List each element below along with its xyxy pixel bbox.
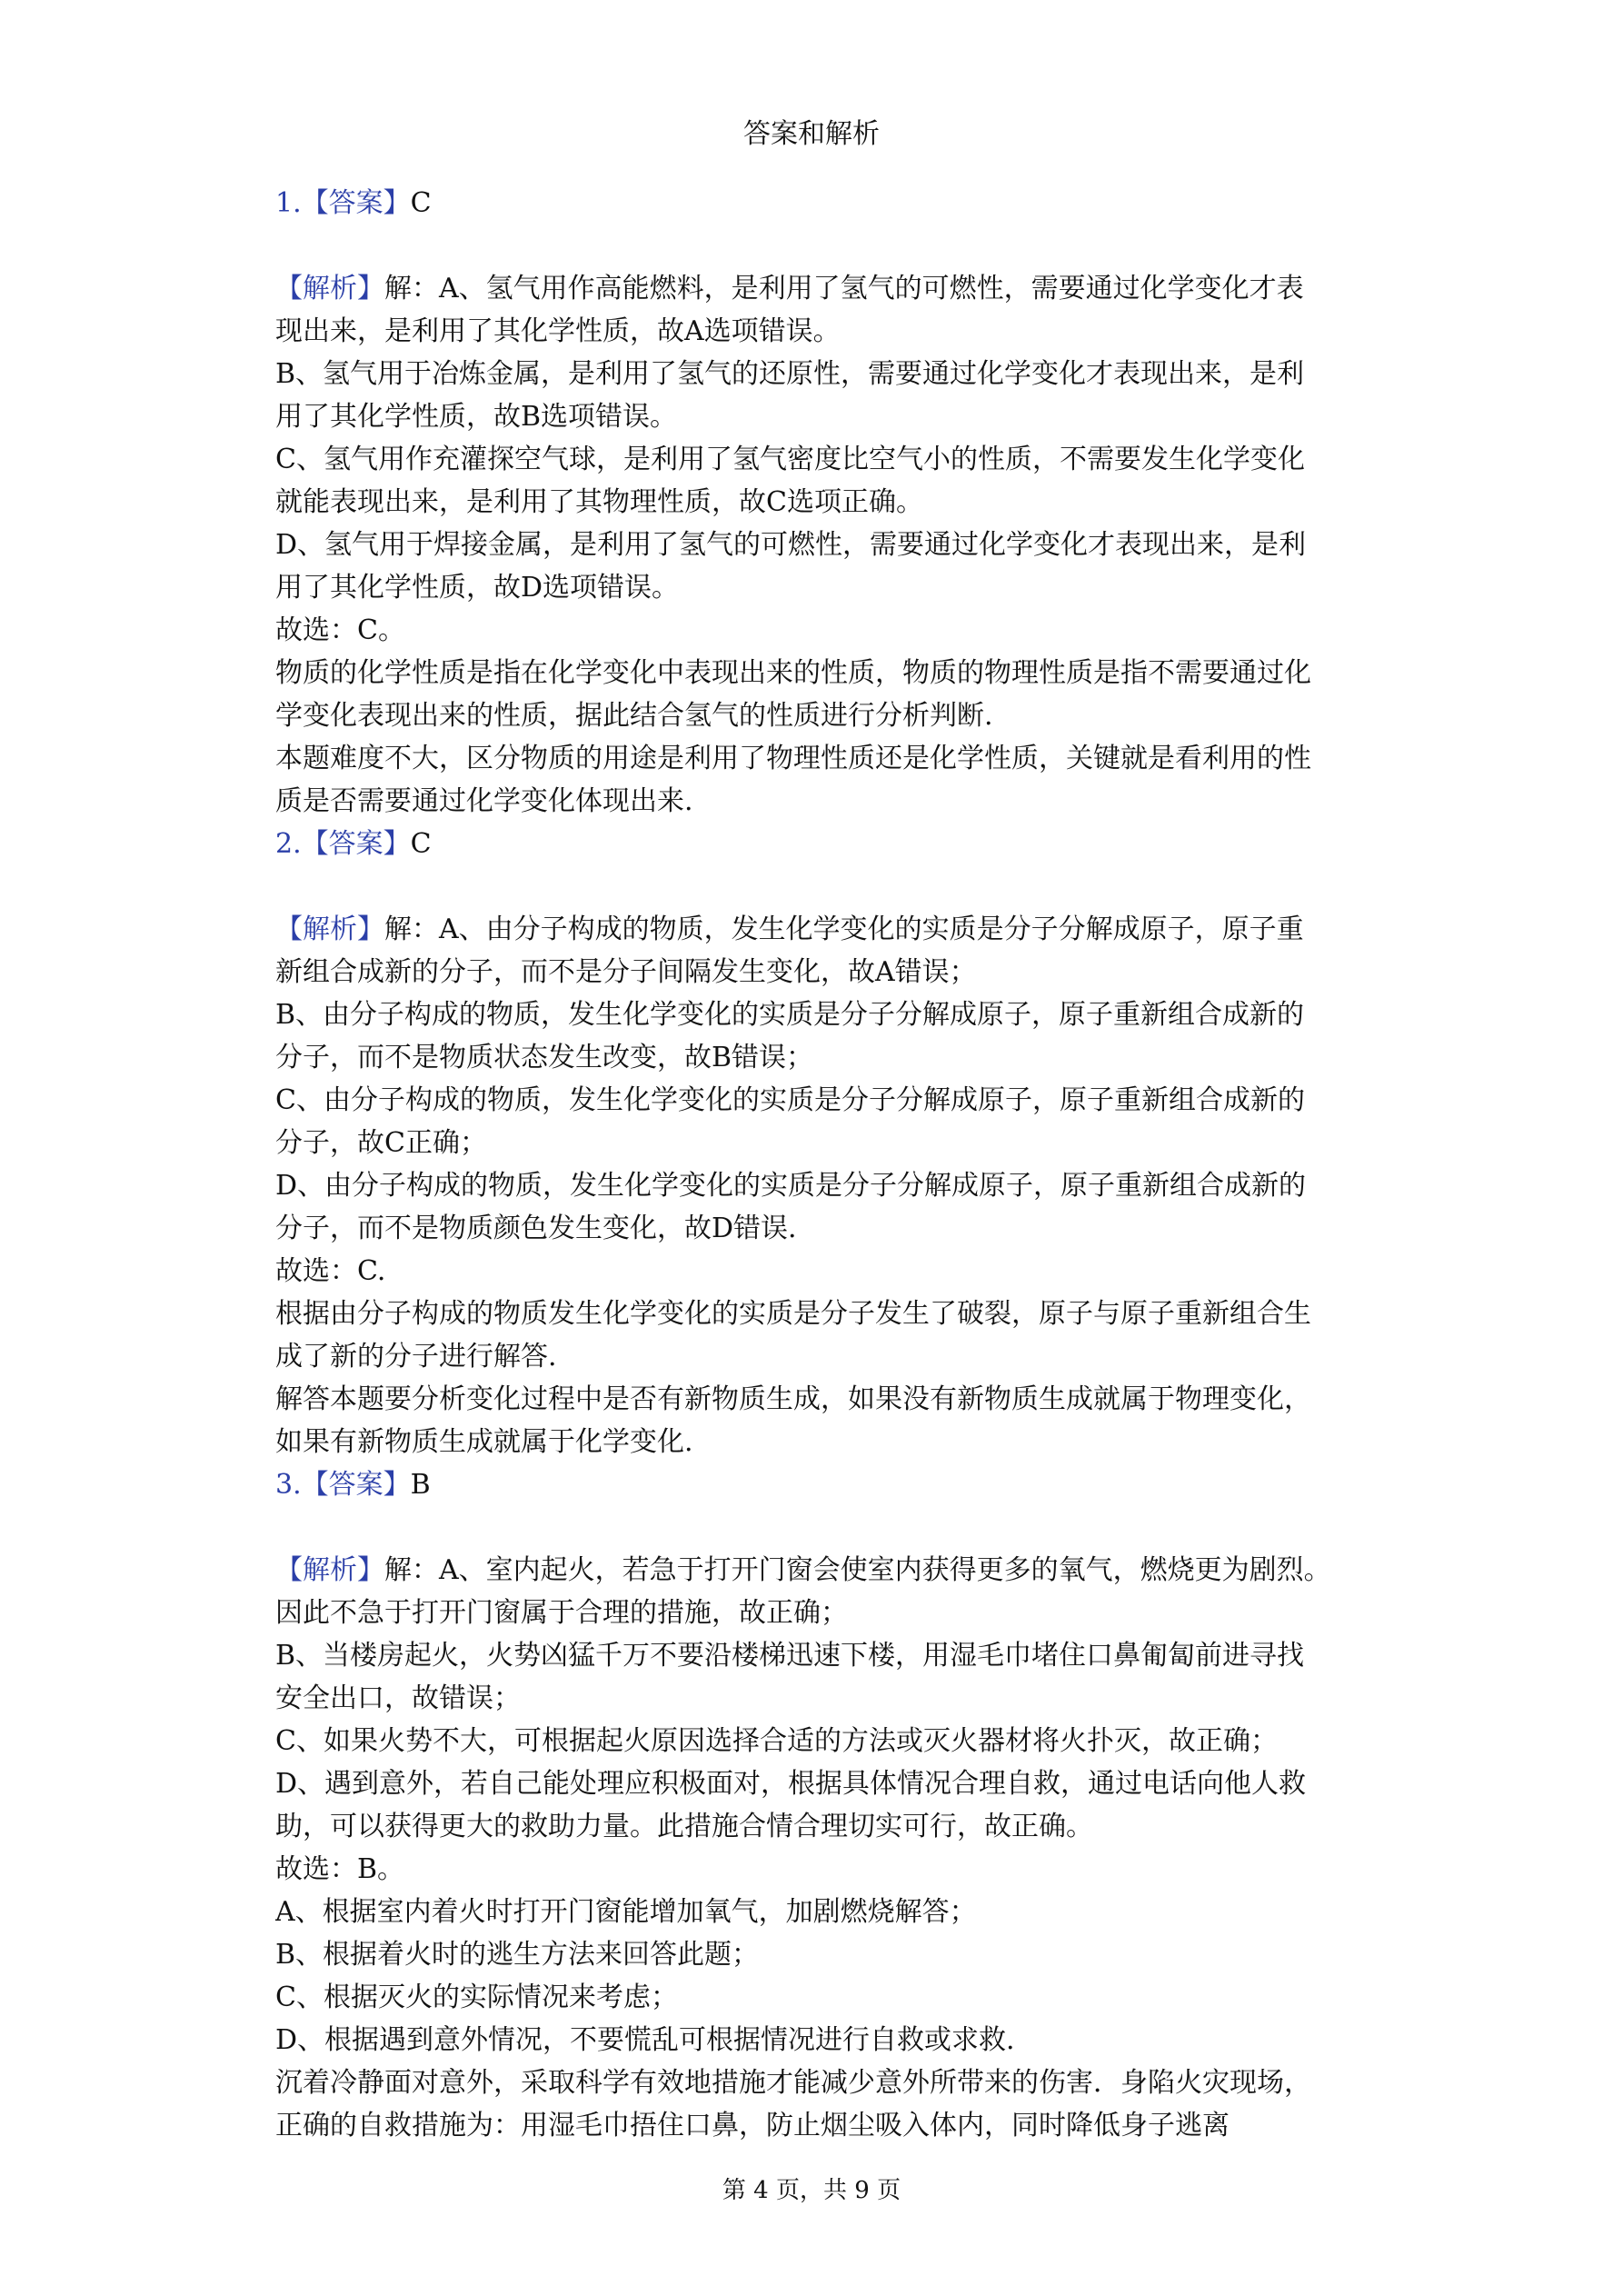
analysis-line: D、遇到意外，若自己能处理应积极面对，根据具体情况合理自救，通过电话向他人救	[275, 1768, 1307, 1800]
question-number: 2.	[275, 828, 302, 860]
analysis-text: 解：A、由分子构成的物质，发生化学变化的实质是分子分解成原子，原子重	[384, 913, 1304, 945]
analysis-line: 学变化表现出来的性质，据此结合氢气的性质进行分析判断.	[275, 700, 993, 732]
analysis-line: 分子，而不是物质颜色发生变化，故D错误.	[275, 1213, 797, 1244]
analysis-line: C、根据灭火的实际情况来考虑；	[275, 1982, 678, 2013]
question-3-answer	[275, 1463, 1366, 1506]
analysis-line: 质是否需要通过化学变化体现出来.	[275, 785, 693, 817]
answer-value: B	[410, 1469, 431, 1501]
answer-value: C	[410, 187, 432, 219]
analysis-line: 现出来，是利用了其化学性质，故A选项错误。	[275, 315, 841, 347]
analysis-line: 安全出口，故错误；	[275, 1682, 521, 1714]
spacer	[275, 225, 1366, 267]
analysis-line: 因此不急于打开门窗属于合理的措施，故正确；	[275, 1597, 848, 1629]
page-number: 第 4 页，共 9 页	[722, 2177, 901, 2204]
question-number: 3.	[275, 1469, 302, 1501]
answer-value: C	[410, 828, 432, 860]
analysis-line: 分子，故C正确；	[275, 1127, 487, 1159]
answer-tag: 【答案】	[301, 828, 411, 860]
analysis-line: 正确的自救措施为：用湿毛巾捂住口鼻，防止烟尘吸入体内，同时降低身子逃离	[275, 2110, 1230, 2141]
analysis-tag: 【解析】	[275, 1554, 384, 1586]
analysis-line: 分子，而不是物质状态发生改变，故B错误；	[275, 1042, 814, 1073]
analysis-line	[275, 908, 1366, 951]
analysis-text: 解：A、室内起火，若急于打开门窗会使室内获得更多的氧气，燃烧更为剧烈。	[384, 1554, 1331, 1586]
analysis-line: 用了其化学性质，故D选项错误。	[275, 572, 680, 604]
question-number: 1.	[275, 187, 302, 219]
analysis-line	[275, 267, 1366, 310]
analysis-line: B、当楼房起火，火势凶猛千万不要沿楼梯迅速下楼，用湿毛巾堵住口鼻匍匐前进寻找	[275, 1640, 1305, 1672]
analysis-line: D、氢气用于焊接金属，是利用了氢气的可燃性，需要通过化学变化才表现出来，是利	[275, 529, 1307, 561]
analysis-line: B、根据着火时的逃生方法来回答此题；	[275, 1939, 760, 1971]
analysis-line: 沉着冷静面对意外，采取科学有效地措施才能减少意外所带来的伤害．身陷火灾现场，	[275, 2067, 1311, 2099]
analysis-tag: 【解析】	[275, 913, 384, 945]
analysis-line: 就能表现出来，是利用了其物理性质，故C选项正确。	[275, 486, 923, 518]
answer-tag: 【答案】	[301, 1469, 411, 1501]
analysis-line: 根据由分子构成的物质发生化学变化的实质是分子发生了破裂，原子与原子重新组合生	[275, 1298, 1311, 1330]
analysis-line: 成了新的分子进行解答.	[275, 1341, 557, 1373]
analysis-tag: 【解析】	[275, 273, 384, 304]
analysis-line: 本题难度不大，区分物质的用途是利用了物理性质还是化学性质，关键就是看利用的性	[275, 743, 1311, 774]
analysis-text: 解：A、氢气用作高能燃料，是利用了氢气的可燃性，需要通过化学变化才表	[384, 273, 1304, 304]
page-title: 答案和解析	[743, 118, 880, 150]
analysis-line: D、由分子构成的物质，发生化学变化的实质是分子分解成原子，原子重新组合成新的	[275, 1170, 1307, 1202]
analysis-line: C、如果火势不大，可根据起火原因选择合适的方法或灭火器材将火扑灭，故正确；	[275, 1725, 1278, 1757]
analysis-line	[275, 1549, 1366, 1592]
spacer	[275, 865, 1366, 908]
question-1-answer	[275, 182, 1366, 225]
answer-content	[275, 182, 1366, 2147]
analysis-line: 助，可以获得更大的救助力量。此措施合情合理切实可行，故正确。	[275, 1811, 1093, 1842]
analysis-line: 解答本题要分析变化过程中是否有新物质生成，如果没有新物质生成就属于物理变化，	[275, 1383, 1311, 1415]
analysis-line: 如果有新物质生成就属于化学变化.	[275, 1426, 693, 1458]
question-2-answer	[275, 823, 1366, 865]
analysis-line: 故选：B。	[275, 1853, 405, 1885]
analysis-line: 故选：C.	[275, 1255, 386, 1287]
analysis-line: 用了其化学性质，故B选项错误。	[275, 401, 678, 433]
analysis-line: A、根据室内着火时打开门窗能增加氧气，加剧燃烧解答；	[275, 1896, 977, 1928]
analysis-line: C、氢气用作充灌探空气球，是利用了氢气密度比空气小的性质，不需要发生化学变化	[275, 444, 1305, 475]
analysis-line: 新组合成新的分子，而不是分子间隔发生变化，故A错误；	[275, 956, 977, 988]
analysis-line: B、氢气用于冶炼金属，是利用了氢气的还原性，需要通过化学变化才表现出来，是利	[275, 358, 1305, 390]
analysis-line: 物质的化学性质是指在化学变化中表现出来的性质，物质的物理性质是指不需要通过化	[275, 657, 1311, 689]
spacer	[275, 1506, 1366, 1549]
analysis-line: 故选：C。	[275, 614, 405, 646]
answer-tag: 【答案】	[301, 187, 411, 219]
analysis-line: B、由分子构成的物质，发生化学变化的实质是分子分解成原子，原子重新组合成新的	[275, 999, 1305, 1031]
analysis-line: C、由分子构成的物质，发生化学变化的实质是分子分解成原子，原子重新组合成新的	[275, 1084, 1305, 1116]
analysis-line: D、根据遇到意外情况，不要慌乱可根据情况进行自救或求救.	[275, 2024, 1015, 2056]
